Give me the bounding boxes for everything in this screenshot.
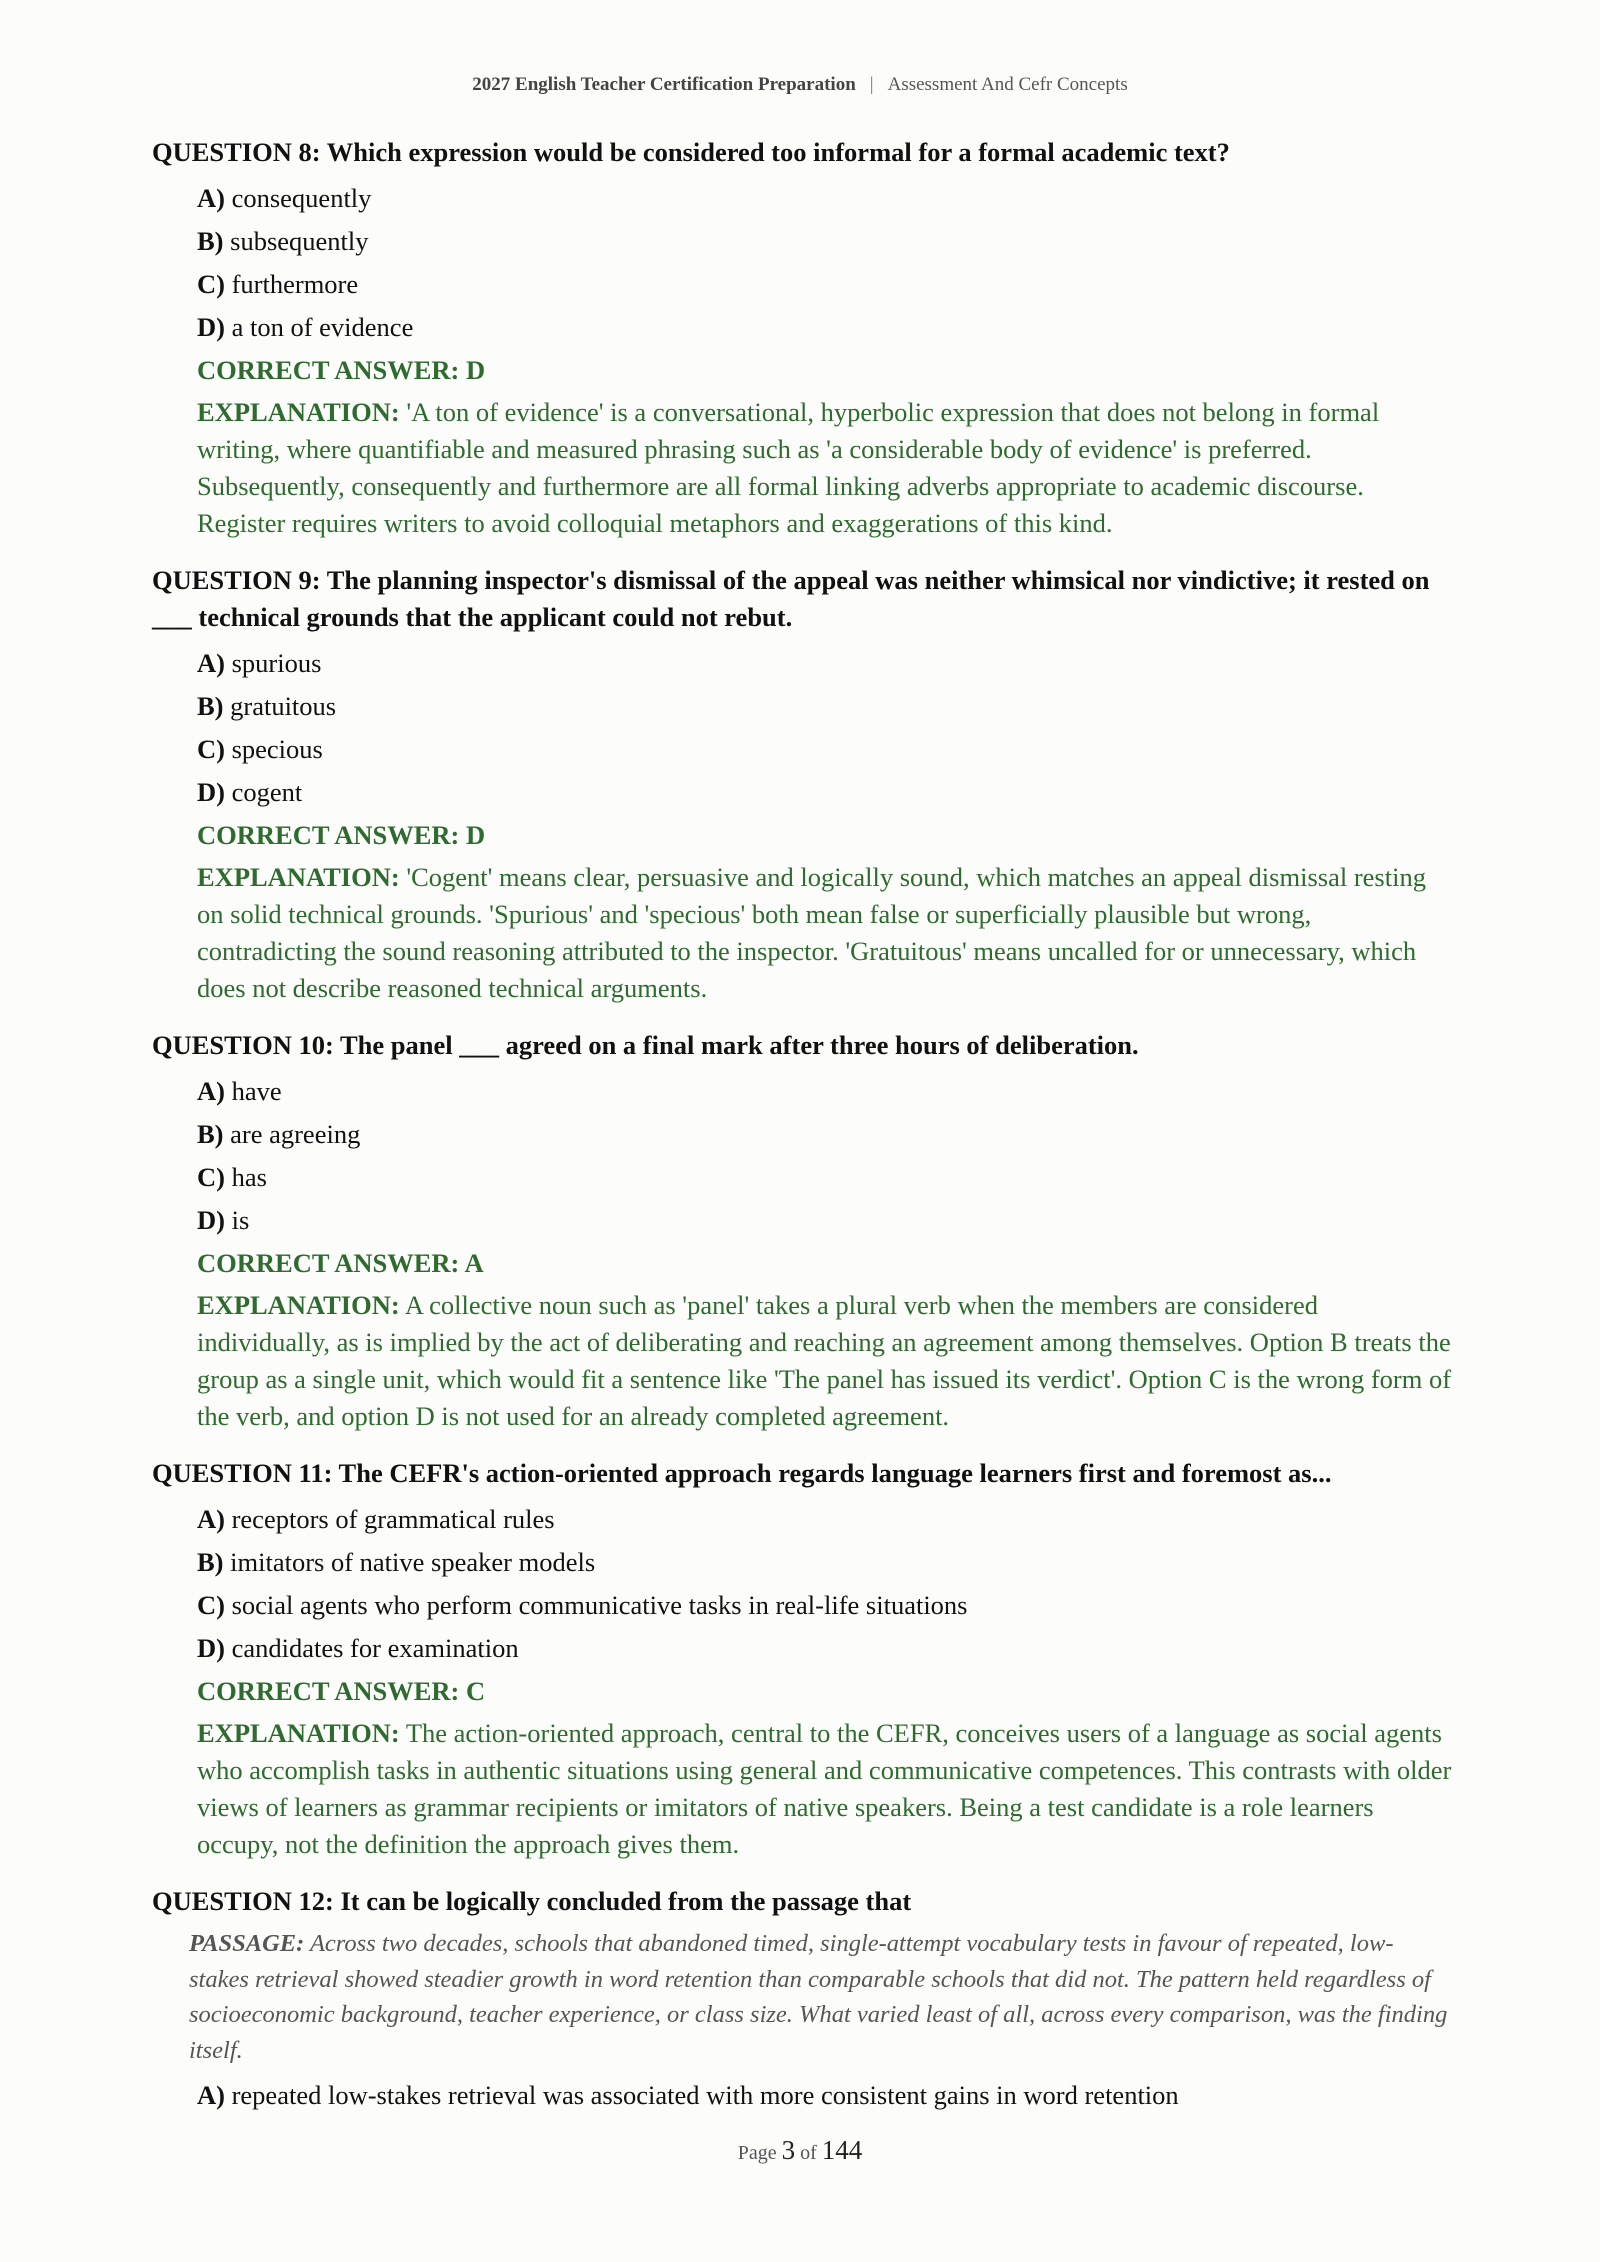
- option-d: [197, 771, 1452, 814]
- option-text: repeated low-stakes retrieval was associated with more consistent gains in word retention: [231, 2080, 1179, 2110]
- correct-answer: CORRECT ANSWER: D: [197, 355, 486, 385]
- question-12: [152, 1883, 1452, 2117]
- option-text: is: [231, 1205, 250, 1235]
- option-text: subsequently: [230, 226, 369, 256]
- option-letter: D): [197, 777, 225, 807]
- option-letter: B): [197, 1119, 224, 1149]
- header-section: Assessment And Cefr Concepts: [887, 74, 1128, 95]
- explanation-label: EXPLANATION:: [197, 397, 400, 427]
- option-text: has: [231, 1162, 267, 1192]
- of-word: of: [800, 2142, 817, 2164]
- header-separator: |: [869, 74, 874, 95]
- correct-answer: CORRECT ANSWER: D: [197, 820, 486, 850]
- option-text: have: [231, 1076, 282, 1106]
- option-text: cogent: [231, 777, 303, 807]
- page-word: Page: [737, 2142, 777, 2164]
- option-letter: B): [197, 226, 224, 256]
- option-text: gratuitous: [230, 691, 337, 721]
- passage-label: PASSAGE:: [189, 1930, 305, 1957]
- questions-content: [152, 134, 1452, 2137]
- explanation-label: EXPLANATION:: [197, 1718, 400, 1748]
- passage-text: Across two decades, schools that abandoned timed, single-attempt vocabulary tests in favour of repeated, low-stakes retrieval showed steadier growth in word retention than comparable schools that did not. The pattern held regardless of socioeconomic background, teacher experience, or class size. What varied least of all, across every comparison, was the finding itself.: [189, 1930, 1448, 2064]
- explanation: [197, 394, 1452, 542]
- page-footer: [0, 2135, 1600, 2166]
- option-letter: C): [197, 1590, 225, 1620]
- option-text: imitators of native speaker models: [230, 1547, 596, 1577]
- explanation-label: EXPLANATION:: [197, 862, 400, 892]
- options-list: [197, 642, 1452, 814]
- option-letter: A): [197, 2080, 225, 2110]
- option-letter: D): [197, 1205, 225, 1235]
- option-letter: C): [197, 1162, 225, 1192]
- explanation-text: 'Cogent' means clear, persuasive and logically sound, which matches an appeal dismissal resting on solid technical grounds. 'Spurious' and 'specious' both mean false or superficially plausible but wrong, contradicting the sound reasoning attributed to the inspector. 'Gratuitous' means uncalled for or unnecessary, which does not describe reasoned technical arguments.: [197, 862, 1426, 1003]
- option-a: [197, 642, 1452, 685]
- option-letter: B): [197, 691, 224, 721]
- option-text: spurious: [231, 648, 322, 678]
- explanation-label: EXPLANATION:: [197, 1290, 400, 1320]
- option-b: [197, 685, 1452, 728]
- option-letter: A): [197, 183, 225, 213]
- question-stem: QUESTION 8: Which expression would be considered too informal for a formal academic text?: [152, 137, 1230, 167]
- option-a: [197, 1070, 1452, 1113]
- options-list: [197, 1070, 1452, 1242]
- option-b: [197, 1113, 1452, 1156]
- options-list: [197, 2074, 1452, 2117]
- option-c: [197, 1156, 1452, 1199]
- option-letter: C): [197, 269, 225, 299]
- question-stem: QUESTION 9: The planning inspector's dismissal of the appeal was neither whimsical nor vindictive; it rested on ___ technical grounds that the applicant could not rebut.: [152, 565, 1430, 632]
- explanation-text: The action-oriented approach, central to the CEFR, conceives users of a language as social agents who accomplish tasks in authentic situations using general and communicative competences. This contrasts with older views of learners as grammar recipients or imitators of native speakers. Being a test candidate is a role learners occupy, not the definition the approach gives them.: [197, 1718, 1452, 1859]
- correct-answer: CORRECT ANSWER: A: [197, 1248, 484, 1278]
- option-letter: C): [197, 734, 225, 764]
- question-stem: QUESTION 10: The panel ___ agreed on a final mark after three hours of deliberation.: [152, 1030, 1139, 1060]
- question-9: [152, 562, 1452, 1007]
- option-text: candidates for examination: [231, 1633, 519, 1663]
- option-text: furthermore: [231, 269, 359, 299]
- option-a: [197, 2074, 1452, 2117]
- question-8: [152, 134, 1452, 542]
- option-text: receptors of grammatical rules: [231, 1504, 555, 1534]
- explanation-text: 'A ton of evidence' is a conversational, hyperbolic expression that does not belong in formal writing, where quantifiable and measured phrasing such as 'a considerable body of evidence' is preferred. Subsequently, consequently and furthermore are all formal linking adverbs appropriate to academic discourse. Register requires writers to avoid colloquial metaphors and exaggerations of this kind.: [197, 397, 1380, 538]
- option-c: [197, 263, 1452, 306]
- option-text: social agents who perform communicative tasks in real-life situations: [231, 1590, 968, 1620]
- option-d: [197, 306, 1452, 349]
- option-letter: B): [197, 1547, 224, 1577]
- option-text: consequently: [231, 183, 372, 213]
- explanation: [197, 1715, 1452, 1863]
- question-10: [152, 1027, 1452, 1435]
- option-letter: D): [197, 312, 225, 342]
- option-text: are agreeing: [230, 1119, 361, 1149]
- options-list: [197, 177, 1452, 349]
- option-letter: A): [197, 648, 225, 678]
- option-b: [197, 220, 1452, 263]
- option-b: [197, 1541, 1452, 1584]
- explanation-text: A collective noun such as 'panel' takes a plural verb when the members are considered individually, as is implied by the act of deliberating and reaching an agreement among themselves. Option B treats the group as a single unit, which would fit a sentence like 'The panel has issued its verdict'. Option C is the wrong form of the verb, and option D is not used for an already completed agreement.: [197, 1290, 1452, 1431]
- option-c: [197, 728, 1452, 771]
- option-a: [197, 1498, 1452, 1541]
- question-stem: QUESTION 12: It can be logically concluded from the passage that: [152, 1886, 912, 1916]
- option-c: [197, 1584, 1452, 1627]
- question-11: [152, 1455, 1452, 1863]
- explanation: [197, 1287, 1452, 1435]
- explanation: [197, 859, 1452, 1007]
- option-letter: A): [197, 1076, 225, 1106]
- correct-answer: CORRECT ANSWER: C: [197, 1676, 486, 1706]
- reading-passage: [189, 1926, 1452, 2068]
- option-letter: A): [197, 1504, 225, 1534]
- page-header: [0, 74, 1600, 96]
- total-pages: 144: [821, 2135, 863, 2165]
- option-a: [197, 177, 1452, 220]
- option-d: [197, 1627, 1452, 1670]
- header-title: 2027 English Teacher Certification Preparation: [472, 74, 856, 95]
- page-number: 3: [781, 2135, 796, 2165]
- question-stem: QUESTION 11: The CEFR's action-oriented approach regards language learners first and foremost as...: [152, 1458, 1332, 1488]
- option-letter: D): [197, 1633, 225, 1663]
- option-text: a ton of evidence: [231, 312, 414, 342]
- options-list: [197, 1498, 1452, 1670]
- option-text: specious: [231, 734, 323, 764]
- option-d: [197, 1199, 1452, 1242]
